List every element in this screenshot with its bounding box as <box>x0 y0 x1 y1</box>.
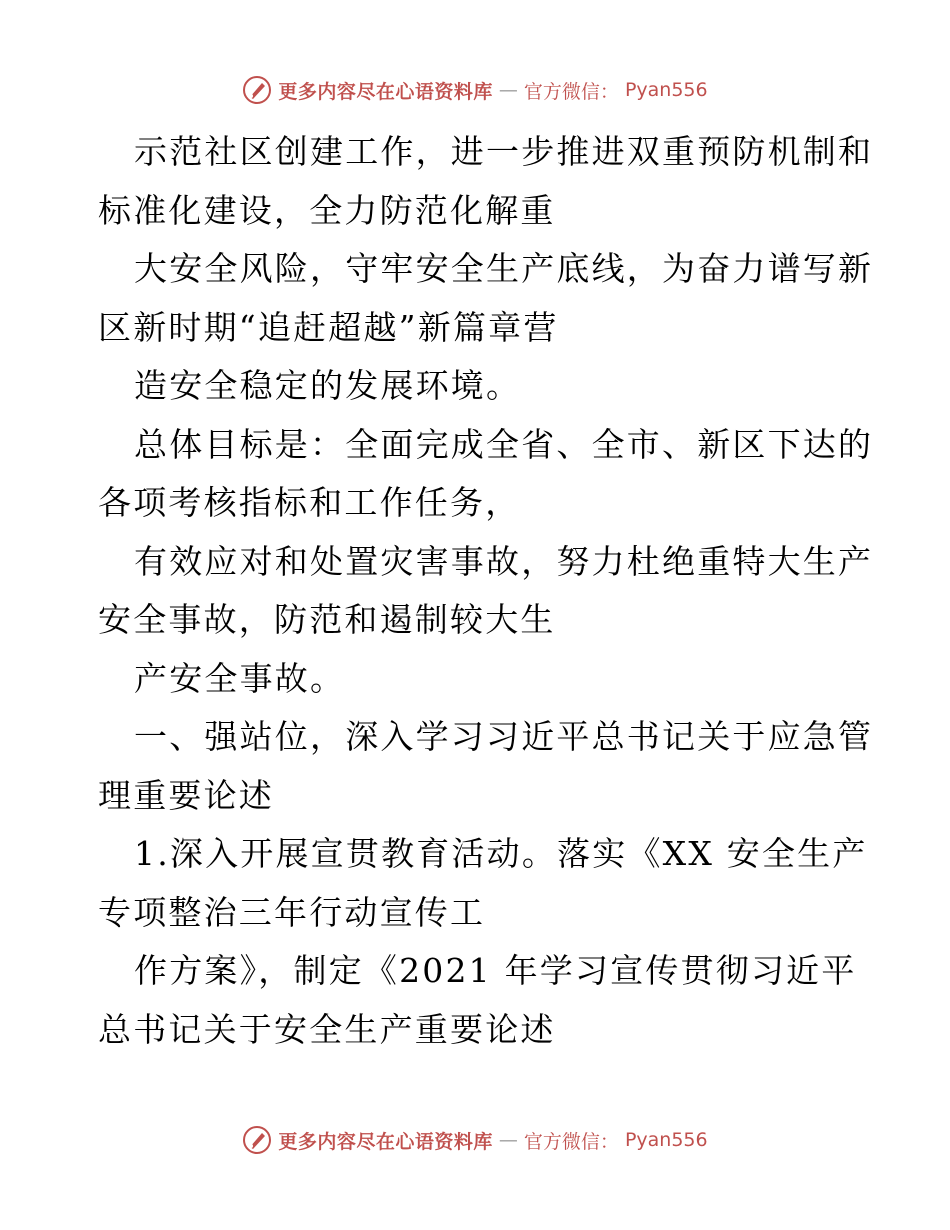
watermark-wechat-id: Pyan556 <box>624 1129 708 1151</box>
body-line: 总体目标是：全面完成全省、全市、新区下达的 <box>134 424 874 464</box>
watermark-wechat-id: Pyan556 <box>624 79 708 101</box>
section-heading-line: 理重要论述 <box>98 775 274 815</box>
body-line: 有效应对和处置灾害事故，努力杜绝重特大生产 <box>134 541 874 581</box>
body-line: 专项整治三年行动宣传工 <box>98 892 486 932</box>
body-line: 作方案》，制定《2021 年学习宣传贯彻习近平 <box>134 951 857 990</box>
watermark-wechat-label: 官方微信： <box>523 1130 619 1153</box>
body-line: 大安全风险，守牢安全生产底线，为奋力谱写新 <box>134 249 874 288</box>
body-line: 产安全事故。 <box>134 658 346 698</box>
body-line: 区新时期“追赶超越”新篇章营 <box>98 307 559 347</box>
watermark-separator: — <box>498 1129 518 1151</box>
watermark-wechat-label: 官方微信： <box>523 80 619 103</box>
watermark-separator: — <box>498 79 518 101</box>
body-line: 总书记关于安全生产重要论述 <box>98 1009 556 1049</box>
section-heading-line: 一、强站位，深入学习习近平总书记关于应急管 <box>134 717 874 756</box>
body-line: 各项考核指标和工作任务， <box>98 483 521 522</box>
pen-seal-icon <box>242 1125 272 1155</box>
footer-watermark <box>0 1120 950 1160</box>
body-line: 安全事故，防范和遏制较大生 <box>98 600 556 639</box>
document-body <box>98 123 874 1059</box>
body-line: 标准化建设，全力防范化解重 <box>98 190 556 230</box>
header-watermark <box>0 70 950 110</box>
body-line: 造安全稳定的发展环境。 <box>134 366 522 405</box>
watermark-brand: 更多内容尽在心语资料库 <box>278 1130 493 1153</box>
watermark-brand: 更多内容尽在心语资料库 <box>278 80 493 103</box>
pen-seal-icon <box>242 75 272 105</box>
body-line: 1.深入开展宣贯教育活动。落实《XX 安全生产 <box>134 834 868 873</box>
body-line: 示范社区创建工作，进一步推进双重预防机制和 <box>134 132 874 171</box>
